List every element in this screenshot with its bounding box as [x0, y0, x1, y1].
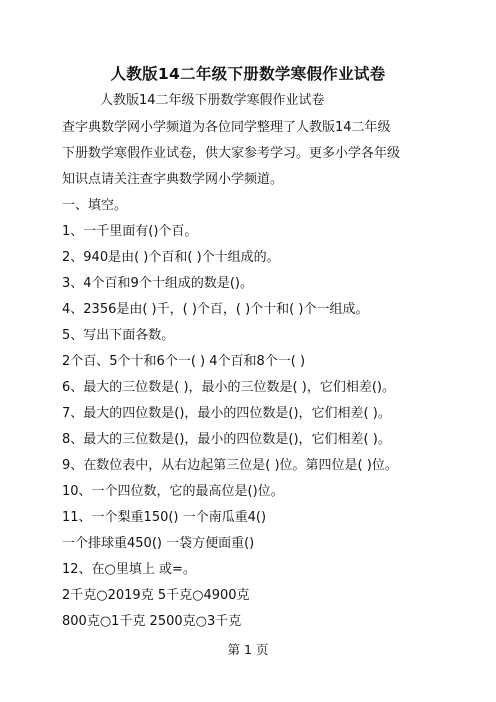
section-heading: 一、填空。 — [62, 198, 128, 213]
question-line: 1、一千里面有()个百。 — [62, 224, 198, 239]
question-line: 4、2356是由( )千，( )个百，( )个十和( )个一组成。 — [62, 302, 369, 317]
question-line: 12、在○里填上 或=。 — [62, 562, 196, 577]
question-line: 8、最大的三位数是()，最小的四位数是()，它们相差( )。 — [62, 432, 391, 447]
question-line: 800克○1千克 2500克○3千克 — [62, 614, 242, 629]
question-line: 5、写出下面各数。 — [62, 328, 175, 343]
document-subtitle: 人教版14二年级下册数学寒假作业试卷 — [100, 93, 325, 108]
question-line: 3、4个百和9个十组成的数是()。 — [62, 276, 253, 291]
intro-line: 知识点请关注查字典数学网小学频道。 — [62, 172, 284, 187]
question-line: 7、最大的四位数是()，最小的四位数是()，它们相差( )。 — [62, 406, 391, 421]
question-line: 一个排球重450() 一袋方便面重() — [62, 536, 255, 551]
question-line: 10、一个四位数，它的最高位是()位。 — [62, 484, 284, 499]
question-line: 11、一个梨重150() 一个南瓜重4() — [62, 510, 267, 525]
intro-line: 查字典数学网小学频道为各位同学整理了人教版14二年级 — [62, 120, 391, 135]
question-line: 2个百、5个十和6个一( ) 4个百和8个一( ) — [62, 354, 306, 369]
document-title: 人教版14二年级下册数学寒假作业试卷 — [110, 65, 386, 83]
question-line: 6、最大的三位数是( )，最小的三位数是( )，它们相差()。 — [62, 380, 395, 395]
question-line: 2千克○2019克 5千克○4900克 — [62, 588, 250, 603]
intro-line: 下册数学寒假作业试卷，供大家参考学习。更多小学各年级 — [62, 146, 401, 161]
page-number: 第 1 页 — [227, 642, 269, 657]
question-line: 2、940是由( )个百和( )个十组成的。 — [62, 250, 280, 265]
question-line: 9、在数位表中，从右边起第三位是( )位。第四位是( )位。 — [62, 458, 398, 473]
